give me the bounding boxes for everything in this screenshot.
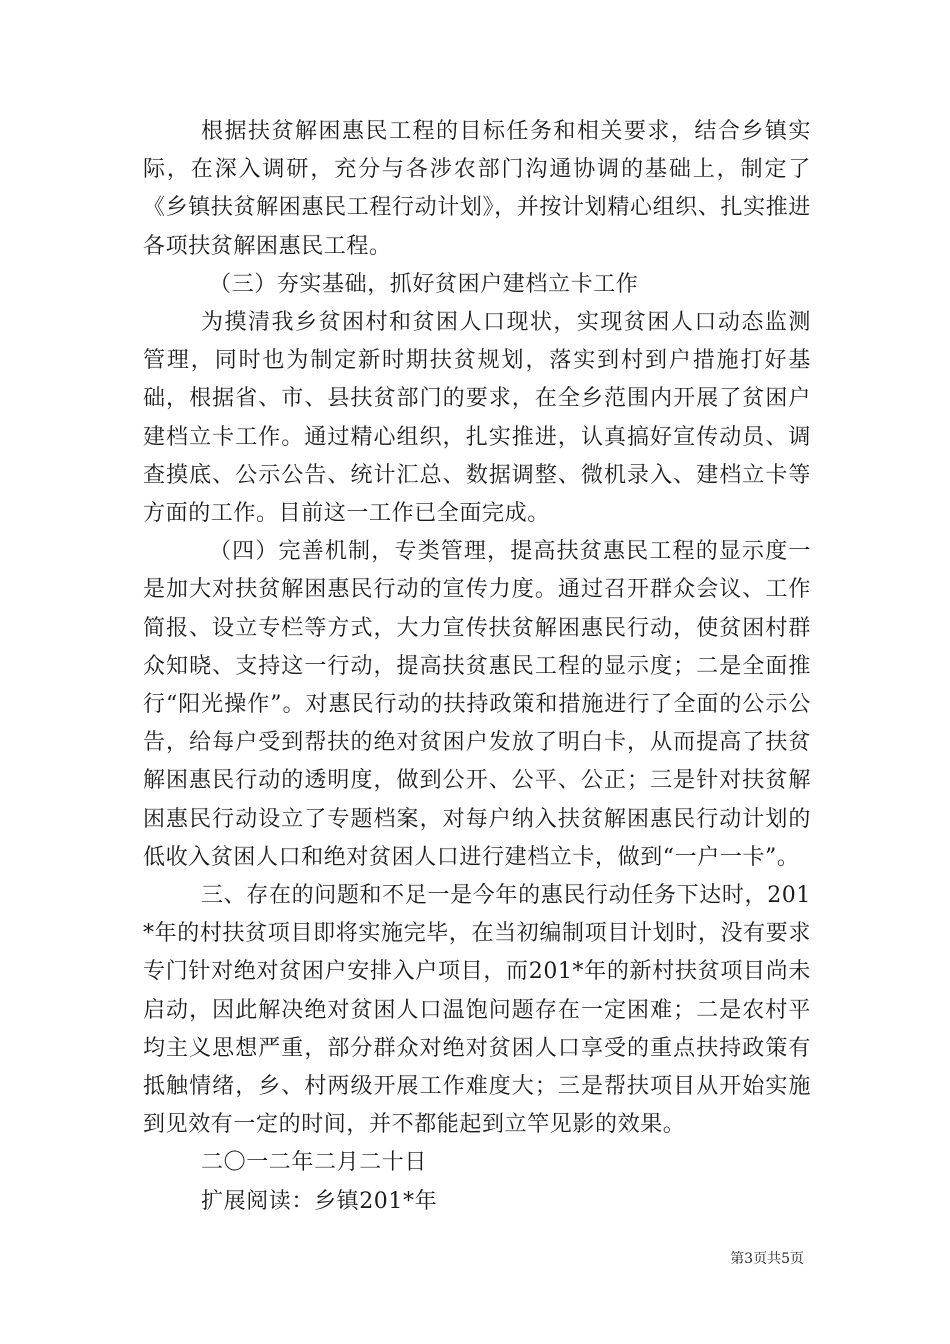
paragraph-registration: 为摸清我乡贫困村和贫困人口现状，实现贫困人口动态监测管理，同时也为制定新时期扶贫规划，落实到村到户措施打好基础，根据省、市、县扶贫部门的要求，在全乡范围内开展了贫困户建档立卡工作。通过精心组织，扎实推进，认真搞好宣传动员、调查摸底、公示公告、统计汇总、数据调整、微机录入、建档立卡等方面的工作。目前这一工作已全面完成。: [143, 310, 811, 527]
section-heading-three: （三）夯实基础，抓好贫困户建档立卡工作: [209, 271, 639, 297]
paragraph-plan: 根据扶贫解困惠民工程的目标任务和相关要求，结合乡镇实际，在深入调研，充分与各涉农部门沟通协调的基础上，制定了《乡镇扶贫解困惠民工程行动计划》，并按计划精心组织、扎实推进各项扶贫解困惠民工程。: [143, 119, 811, 259]
document-date: 二〇一二年二月二十日: [201, 1150, 428, 1176]
document-body: [143, 113, 811, 1221]
paragraph-problems: 三、存在的问题和不足一是今年的惠民行动任务下达时，201*年的村扶贫项目即将实施完毕，在当初编制项目计划时，没有要求专门针对绝对贫困户安排入户项目，而201*年的新村扶贫项目尚未启动，因此解决绝对贫困人口温饱问题存在一定困难；二是农村平均主义思想严重，部分群众对绝对贫困人口享受的重点扶持政策有抵触情绪，乡、村两级开展工作难度大；三是帮扶项目从开始实施到见效有一定的时间，并不都能起到立竿见影的效果。: [143, 883, 811, 1138]
page-number: 第3页共5页: [730, 1251, 804, 1267]
paragraph-mechanism: （四）完善机制，专类管理，提高扶贫惠民工程的显示度一是加大对扶贫解困惠民行动的宣传力度。通过召开群众会议、工作简报、设立专栏等方式，大力宣传扶贫解困惠民行动，使贫困村群众知晓、支持这一行动，提高扶贫惠民工程的显示度；二是全面推行“阳光操作”。对惠民行动的扶持政策和措施进行了全面的公示公告，给每户受到帮扶的绝对贫困户发放了明白卡，从而提高了扶贫解困惠民行动的透明度，做到公开、公平、公正；三是针对扶贫解困惠民行动设立了专题档案，对每户纳入扶贫解困惠民行动计划的低收入贫困人口和绝对贫困人口进行建档立卡，做到“一户一卡”。: [143, 539, 811, 870]
extended-reading: 扩展阅读：乡镇201*年: [201, 1188, 438, 1214]
